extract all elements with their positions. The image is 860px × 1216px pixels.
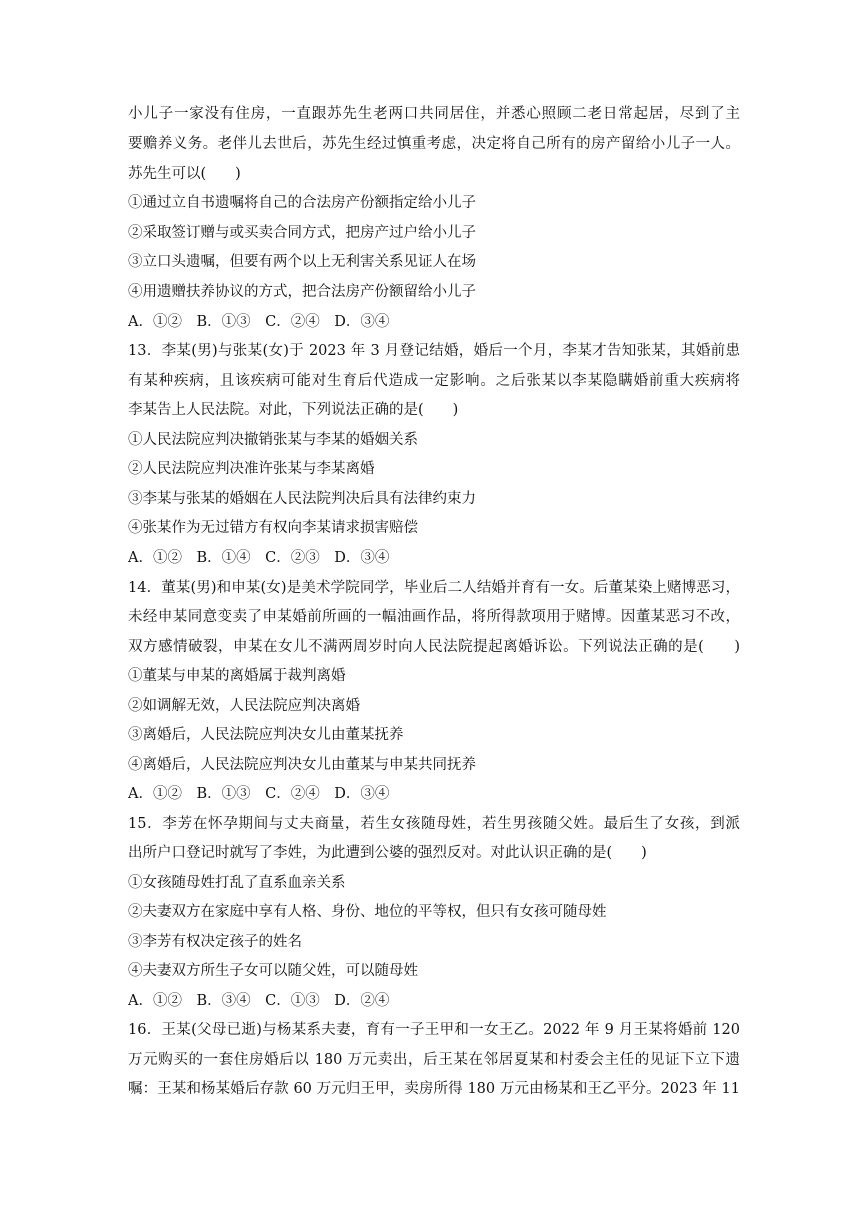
- question-stem: 双方感情破裂，申某在女儿不满两周岁时向人民法院提起离婚诉讼。下列说法正确的是( ): [128, 639, 740, 655]
- option-statement: ④离婚后，人民法院应判决女儿由董某与申某共同抚养: [128, 757, 476, 773]
- text-line: 有某种疾病，且该疾病可能对生育后代造成一定影响。之后张某以李某隐瞒婚前重大疾病将: [128, 373, 740, 389]
- text-line: 嘱：王某和杨某婚后存款 60 万元归王甲，卖房所得 180 万元由杨某和王乙平分。2023 年 11: [128, 1081, 740, 1097]
- question-stem: 李某告上人民法院。对此，下列说法正确的是( ): [128, 402, 459, 418]
- text-line: 未经申某同意变卖了申某婚前所画的一幅油画作品，将所得款项用于赌博。因董某恶习不改，: [128, 609, 740, 625]
- answer-choices: A．①② B．①③ C．②④ D．③④: [128, 786, 390, 802]
- option-statement: ②人民法院应判决准许张某与李某离婚: [128, 461, 375, 477]
- question-13: 13．李某(男)与张某(女)于 2023 年 3 月登记结婚，婚后一个月，李某才告知张某，其婚前患: [128, 343, 740, 359]
- text-line: 要赡养义务。老伴儿去世后，苏先生经过慎重考虑，决定将自己所有的房产留给小儿子一人。: [128, 136, 740, 152]
- answer-choices: A．①② B．③④ C．①③ D．②④: [128, 993, 390, 1009]
- text-line: 万元购买的一套住房婚后以 180 万元卖出，后王某在邻居夏某和村委会主任的见证下立下遗: [128, 1052, 740, 1068]
- answer-choices: A．①② B．①③ C．②④ D．③④: [128, 314, 390, 330]
- option-statement: ②采取签订赠与或买卖合同方式，把房产过户给小儿子: [128, 225, 476, 241]
- question-stem: 出所户口登记时就写了李姓，为此遭到公婆的强烈反对。对此认识正确的是( ): [128, 845, 647, 861]
- option-statement: ④张某作为无过错方有权向李某请求损害赔偿: [128, 520, 418, 536]
- question-stem: 苏先生可以( ): [128, 166, 241, 182]
- option-statement: ④夫妻双方所生子女可以随父姓，可以随母姓: [128, 963, 418, 979]
- option-statement: ③离婚后，人民法院应判决女儿由董某抚养: [128, 727, 404, 743]
- option-statement: ③李芳有权决定孩子的姓名: [128, 934, 302, 950]
- option-statement: ①通过立自书遗嘱将自己的合法房产份额指定给小儿子: [128, 195, 476, 211]
- option-statement: ③立口头遗嘱，但要有两个以上无利害关系见证人在场: [128, 254, 476, 270]
- question-16: 16．王某(父母已逝)与杨某系夫妻，育有一子王甲和一女王乙。2022 年 9 月王某将婚前 120: [128, 1022, 740, 1038]
- option-statement: ①人民法院应判决撤销张某与李某的婚姻关系: [128, 432, 418, 448]
- option-statement: ②如调解无效，人民法院应判决离婚: [128, 698, 360, 714]
- option-statement: ①董某与申某的离婚属于裁判离婚: [128, 668, 346, 684]
- answer-choices: A．①② B．①④ C．②③ D．③④: [128, 550, 390, 566]
- question-15: 15．李芳在怀孕期间与丈夫商量，若生女孩随母姓，若生男孩随父姓。最后生了女孩，到派: [128, 816, 740, 832]
- option-statement: ②夫妻双方在家庭中享有人格、身份、地位的平等权，但只有女孩可随母姓: [128, 904, 607, 920]
- option-statement: ③李某与张某的婚姻在人民法院判决后具有法律约束力: [128, 491, 476, 507]
- option-statement: ④用遗赠扶养协议的方式，把合法房产份额留给小儿子: [128, 284, 476, 300]
- text-line: 小儿子一家没有住房，一直跟苏先生老两口共同居住，并悉心照顾二老日常起居，尽到了主: [128, 106, 740, 122]
- question-14: 14．董某(男)和申某(女)是美术学院同学，毕业后二人结婚并育有一女。后董某染上赌博恶习，: [128, 580, 740, 596]
- option-statement: ①女孩随母姓打乱了直系血亲关系: [128, 875, 346, 891]
